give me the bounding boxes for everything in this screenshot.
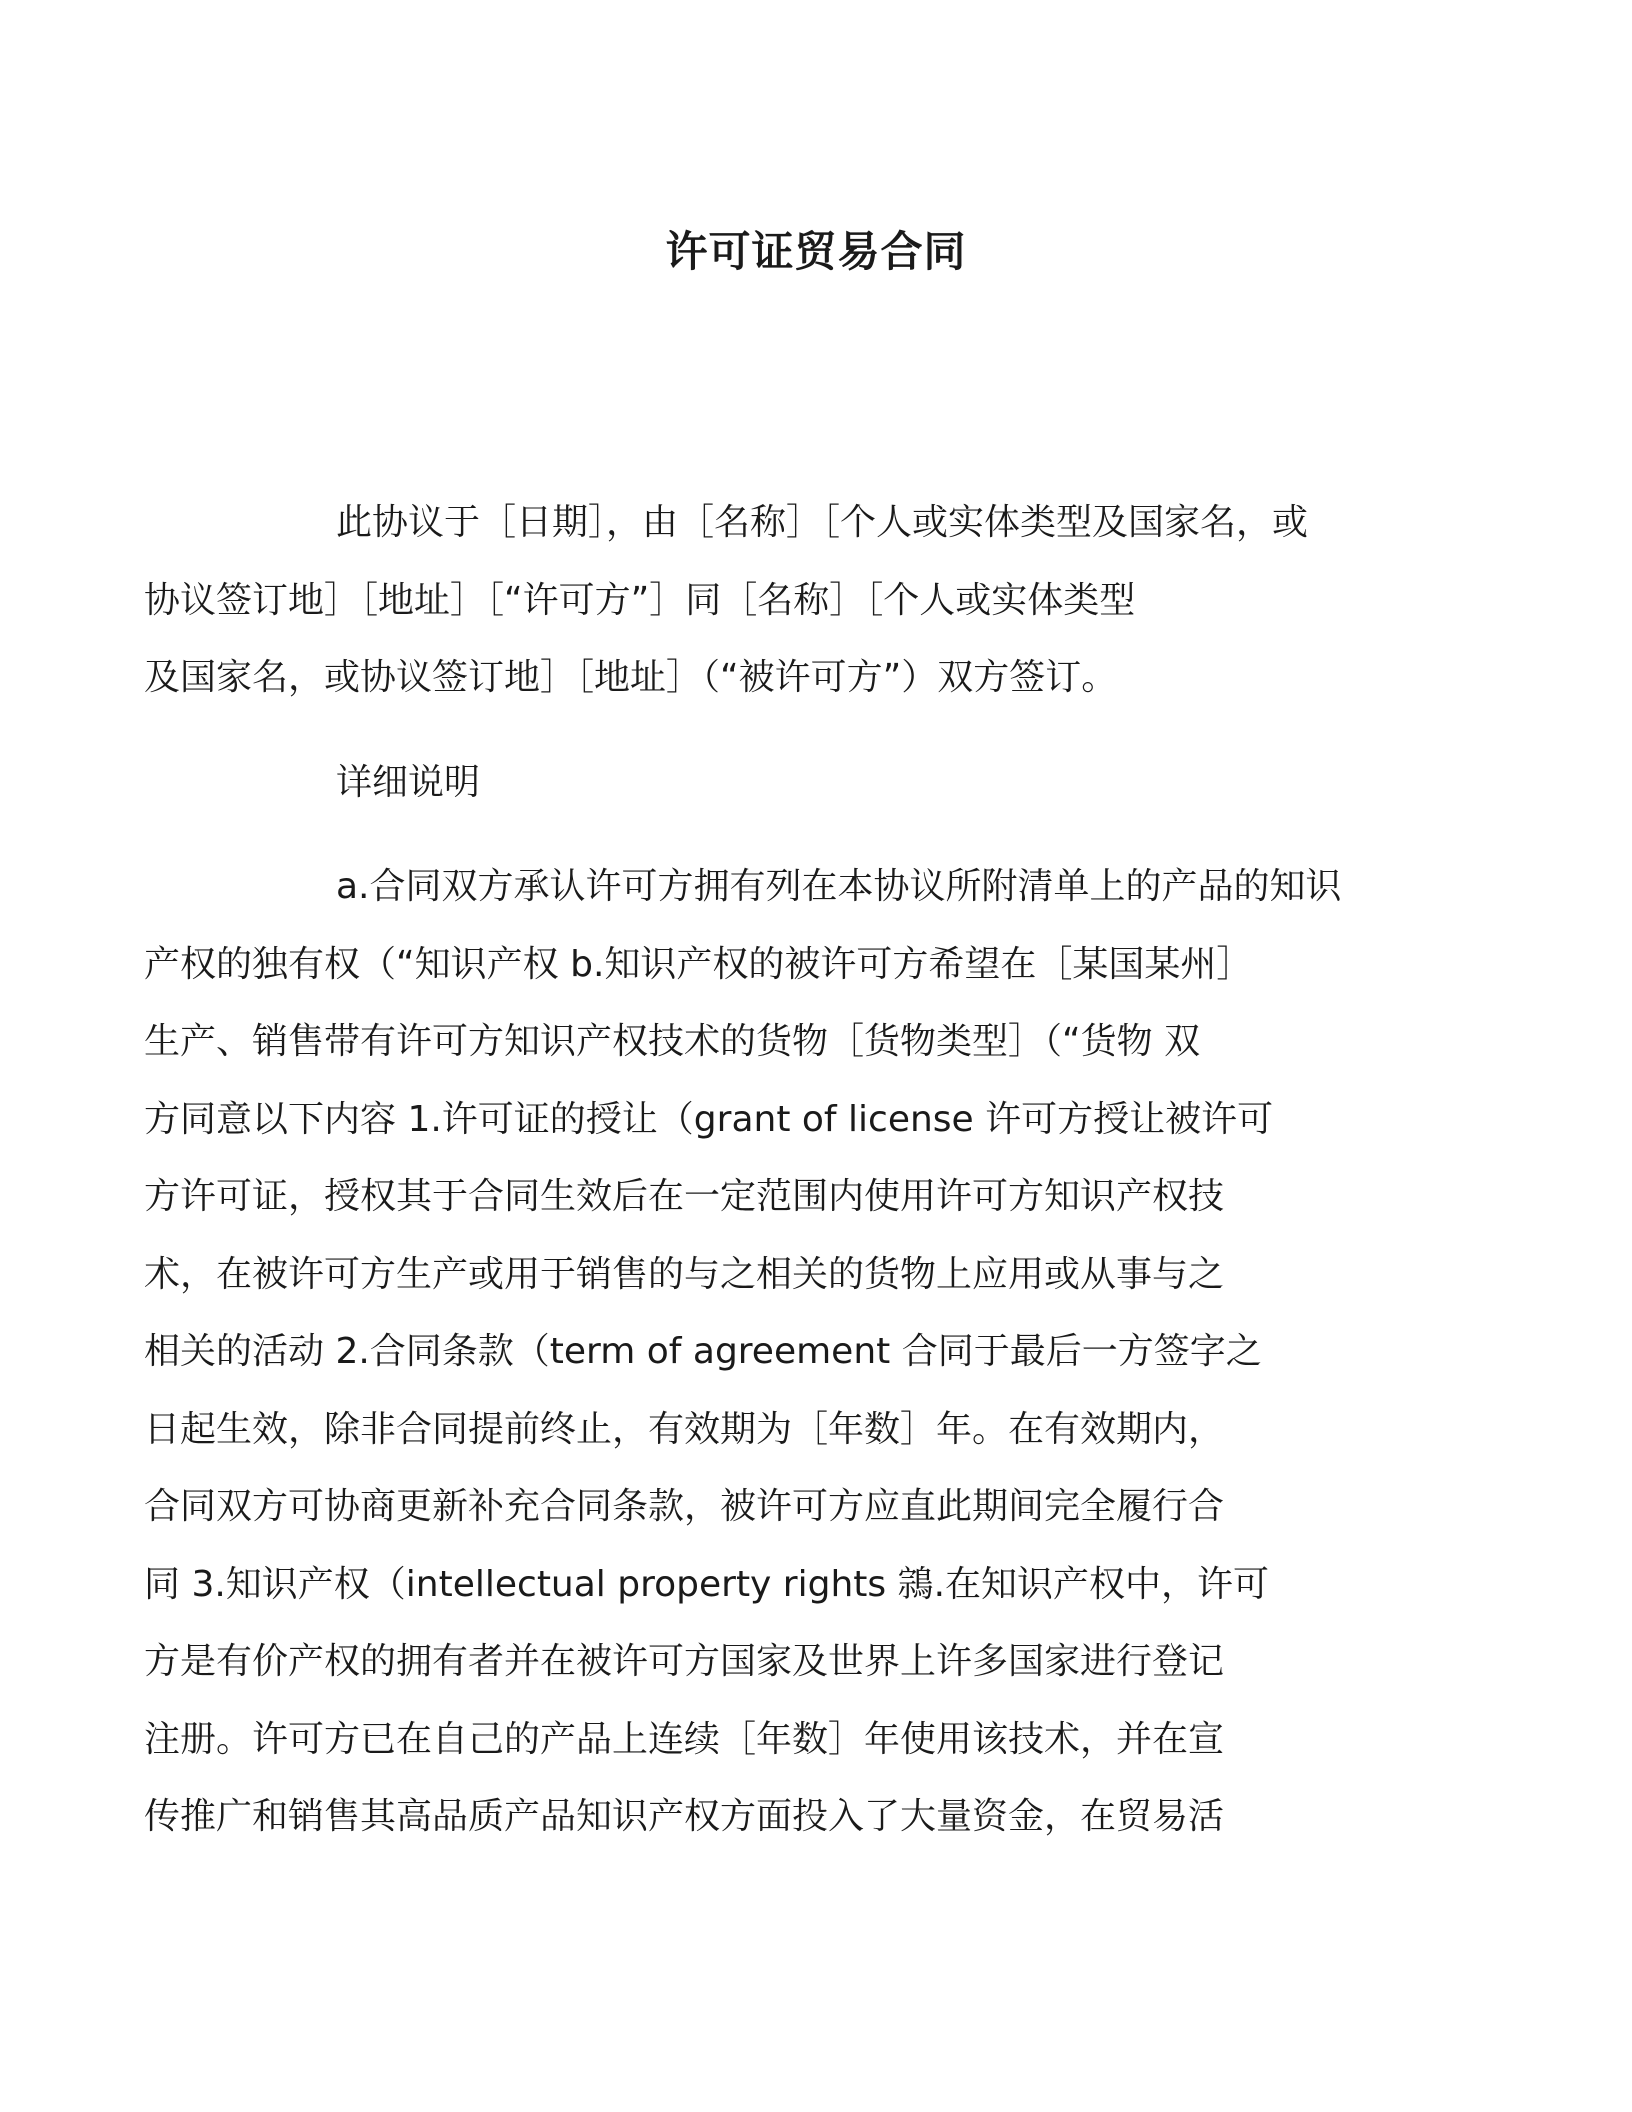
paragraph-line: 协议签订地］［地址］［“许可方”］同［名称］［个人或实体类型 [144, 579, 1136, 621]
document-title: 许可证贸易合同 [665, 227, 967, 276]
paragraph-line: 及国家名，或协议签订地］［地址］（“被许可方”）双方签订。 [144, 657, 1118, 698]
paragraph-line: 生产、销售带有许可方知识产权技术的货物［货物类型］（“货物 双 [144, 1021, 1201, 1062]
paragraph-line: 合同双方可协商更新补充合同条款，被许可方应直此期间完全履行合 [144, 1486, 1225, 1527]
paragraph-line: 方同意以下内容 1.许可证的授让（grant of license 许可方授让被许可 [144, 1098, 1274, 1140]
paragraph-line: 同 3.知识产权（intellectual property rights 鶎.在知识产权中，许可 [144, 1563, 1270, 1605]
paragraph-line: 此协议于［日期］，由［名称］［个人或实体类型及国家名，或 [336, 502, 1309, 543]
paragraph-line: 方是有价产权的拥有者并在被许可方国家及世界上许多国家进行登记 [144, 1641, 1225, 1682]
intro-paragraph [144, 484, 1380, 717]
paragraph-line: 相关的活动 2.合同条款（term of agreement 合同于最后一方签字之 [144, 1331, 1262, 1372]
section-heading [240, 744, 1380, 822]
paragraph-line: 传推广和销售其高品质产品知识产权方面投入了大量资金，在贸易活 [144, 1796, 1225, 1837]
paragraph-line: 方许可证，授权其于合同生效后在一定范围内使用许可方知识产权技 [144, 1176, 1225, 1217]
paragraph-line: a.合同双方承认许可方拥有列在本协议所附清单上的产品的知识 [336, 866, 1342, 907]
document-body [144, 484, 1380, 1856]
paragraph-spacer [240, 717, 1380, 744]
paragraph-line: 术，在被许可方生产或用于销售的与之相关的货物上应用或从事与之 [144, 1253, 1225, 1295]
details-paragraph [144, 848, 1380, 1856]
paragraph-line: 注册。许可方已在自己的产品上连续［年数］年使用该技术，并在宣 [144, 1718, 1225, 1760]
paragraph-spacer [240, 821, 1380, 848]
paragraph-line: 产权的独有权（“知识产权 b.知识产权的被许可方希望在［某国某州］ [144, 943, 1253, 985]
paragraph-line: 日起生效，除非合同提前终止，有效期为［年数］年。在有效期内， [144, 1408, 1225, 1450]
section-heading-text: 详细说明 [336, 761, 481, 803]
